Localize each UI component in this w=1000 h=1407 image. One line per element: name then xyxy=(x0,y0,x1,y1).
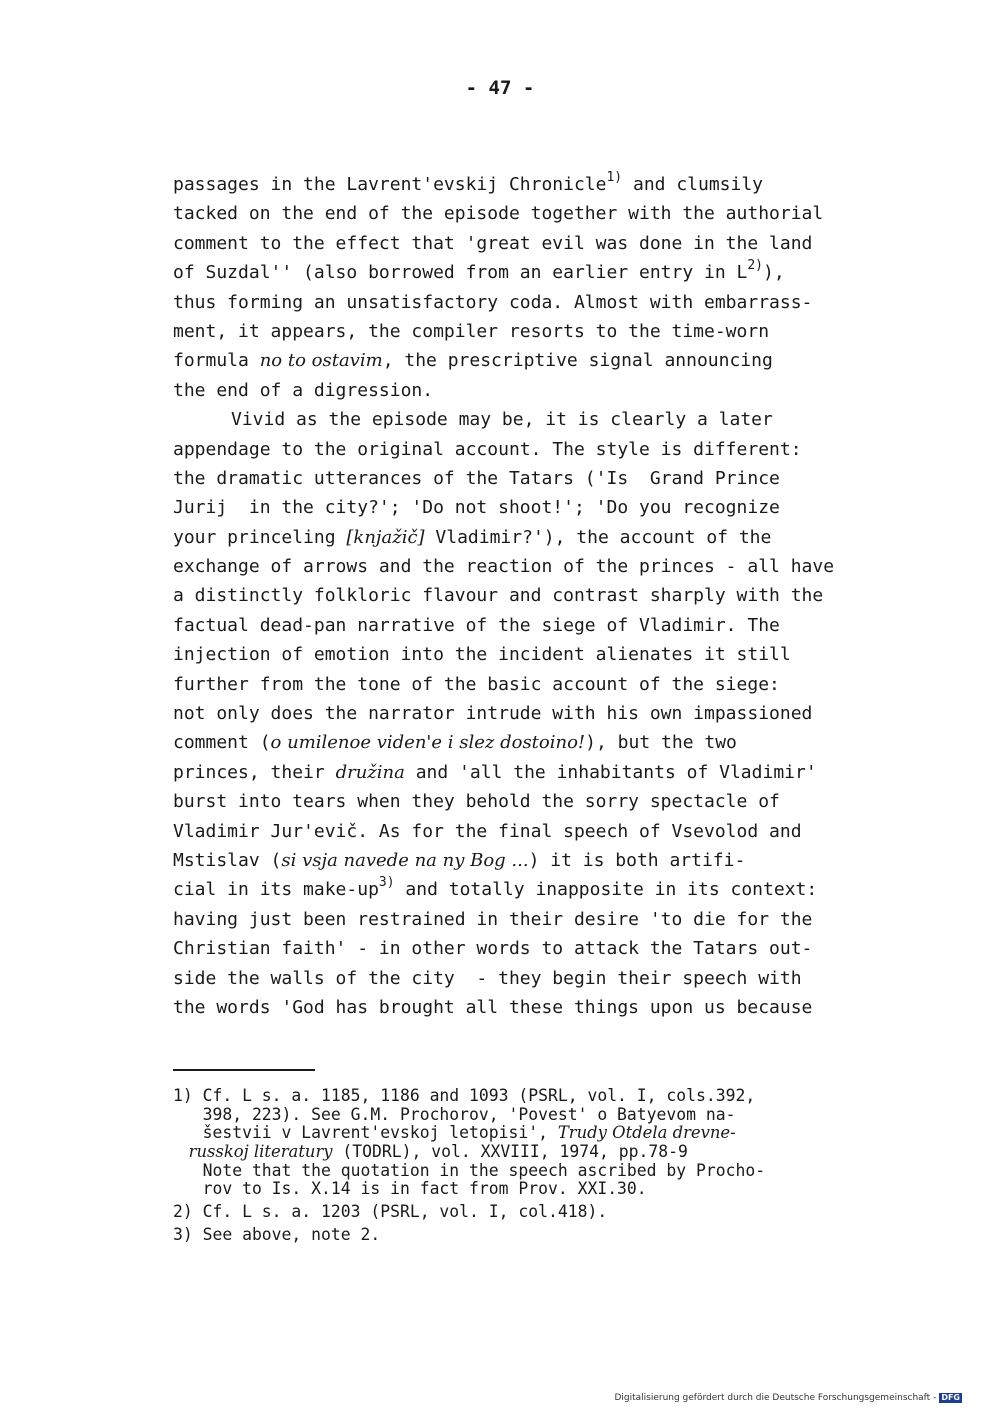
text-line: injection of emotion into the incident alienates it still xyxy=(173,644,791,666)
text-line: Jurij in the city?'; 'Do not shoot!'; 'Do you recognize xyxy=(173,497,780,519)
text-line: cial in its make-$up^{3)}$ and totally inapposite in its context: xyxy=(173,875,818,901)
text-line: comment to the effect that 'great evil was done in the land xyxy=(173,232,813,254)
text-line: ment, it appears, the compiler resorts to the time-worn xyxy=(173,320,770,342)
text-line: exchange of arrows and the reaction of the princes - all have xyxy=(173,556,835,578)
text-line: tacked on the end of the episode together with the authorial xyxy=(173,203,824,225)
footnote-ref: 2) xyxy=(747,258,764,274)
text-line: Christian faith' - in other words to attack the Tatars out- xyxy=(173,938,813,960)
digitization-credit xyxy=(614,1393,962,1403)
text-line: comment (o umilenoe viden'e i slez dostoino!), but the two xyxy=(173,732,737,754)
footnote-line: 1) Cf. L s. a. 1185, 1186 and 1093 (PSRL, vol. I, cols.392, xyxy=(173,1086,756,1105)
footnotes xyxy=(173,1087,765,1245)
footnote-line: rov to Is. X.14 is in fact from Prov. XXI.30. xyxy=(173,1179,647,1199)
text-line: thus forming an unsatisfactory coda. Almost with embarrass- xyxy=(173,291,813,313)
text-line: not only does the narrator intrude with his own impassioned xyxy=(173,703,813,725)
text-line: Mstislav (si vsja navede na ny Bog ...) it is both artifi- xyxy=(173,849,746,871)
text-line: a distinctly folkloric flavour and contrast sharply with the xyxy=(173,585,824,607)
text-line: formula no to ostavim, the prescriptive signal announcing xyxy=(173,350,773,372)
text-line: having just been restrained in their desire 'to die for the xyxy=(173,908,813,930)
footnote-line: šestvii v Lavrent'evskoj letopisi', Trudy Otdela drevne- xyxy=(173,1123,736,1143)
footnote-line: 398, 223). See G.M. Prochorov, 'Povest' o Batyevom na- xyxy=(173,1104,736,1124)
text-line: burst into tears when they behold the sorry spectacle of xyxy=(173,791,780,813)
footnote-line: 2) Cf. L s. a. 1203 (PSRL, vol. I, col.418). xyxy=(173,1202,608,1222)
text-line: princes, their družina and 'all the inhabitants of Vladimir' xyxy=(173,761,817,783)
text-line: the end of a digression. xyxy=(173,379,434,401)
dfg-logo: DFG xyxy=(941,1393,960,1402)
text-line: the words 'God has brought all these things upon us because xyxy=(173,996,813,1018)
body-text xyxy=(173,170,834,1022)
footnote-ref: 3) xyxy=(378,875,395,891)
text-line: appendage to the original account. The style is different: xyxy=(173,438,802,460)
footnote-divider xyxy=(173,1069,315,1071)
text-line: the dramatic utterances of the Tatars ('Is Grand Prince xyxy=(173,467,780,489)
text-line: passages in the Lavrent'evskij Chronicle$^{1)}$ and clumsily xyxy=(173,170,764,195)
text-line: side the walls of the city - they begin their speech with xyxy=(173,967,802,989)
page-number: - 47 - xyxy=(465,77,535,99)
footnote-line: Note that the quotation in the speech ascribed by Procho- xyxy=(173,1160,766,1180)
text-line: Vladimir Jur'evič. As for the final speech of Vsevolod and xyxy=(173,820,802,842)
footnote-ref: 1) xyxy=(606,170,623,185)
text-line: your princeling [knjažič] Vladimir?'), the account of the xyxy=(173,526,772,548)
text-line: further from the tone of the basic account of the siege: xyxy=(173,673,780,695)
footnote-line: 3) See above, note 2. xyxy=(173,1224,381,1244)
credit-text: Digitalisierung gefördert durch die Deutsche Forschungsgemeinschaft - xyxy=(614,1393,937,1403)
text-line: of Suzdal'' (also borrowed from an earlier entry in $L^{2)}$), xyxy=(173,258,785,284)
text-line: factual dead-pan narrative of the siege of Vladimir. The xyxy=(173,614,780,636)
paragraph-start: Vivid as the episode may be, it is clearly a later xyxy=(231,409,773,431)
footnote-line: russkoj literatury (TODRL), vol. XXVIII, 1974, pp.78-9 xyxy=(173,1142,688,1162)
